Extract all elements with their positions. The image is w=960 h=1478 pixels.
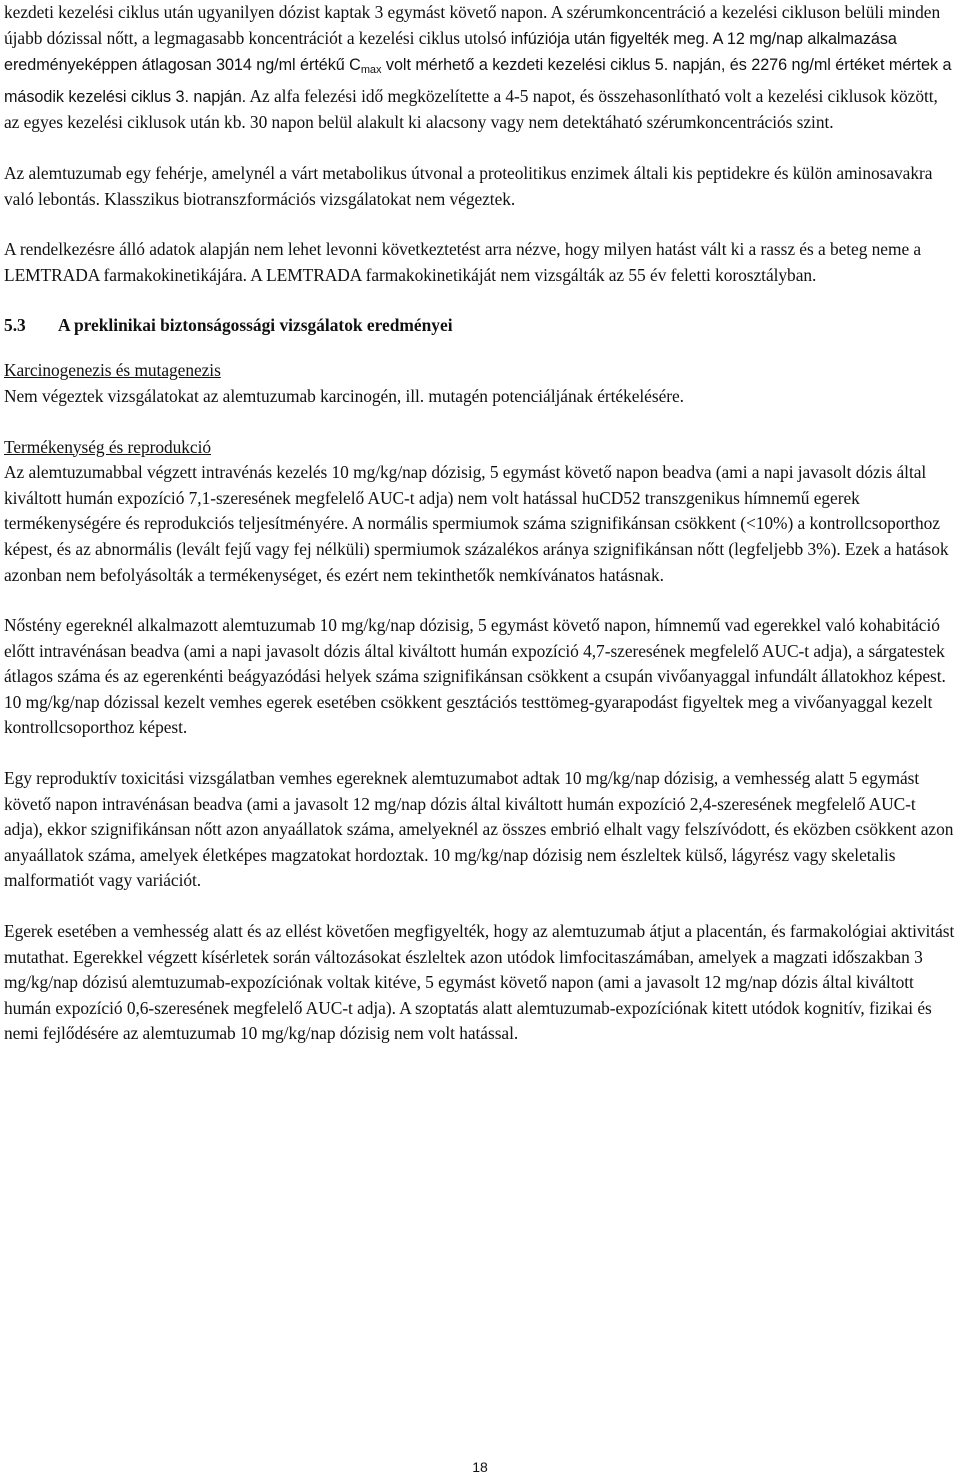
metabolism-paragraph: Az alemtuzumab egy fehérje, amelynél a várt metabolikus útvonal a proteolitikus enzimek általi kis peptidekre és külön aminosavakra való lebontás. Klasszikus biotranszformációs vizsgálatokat nem végeztek. [4,162,933,209]
placental-transfer-paragraph: Egerek esetében a vemhesség alatt és az ellést követően megfigyelték, hogy az alemtuzumab átjut a placentán, és farmakológiai aktivitást mutathat. Egerekkel végzett kísérletek során változásokat észleltek azon utódok limfocitaszámában, amelyek a magzati időszakban 3 mg/kg/nap dózisú alemtuzumab-expozíciónak voltak kitéve, 5 egymást követő napon (ami a javasolt 12 mg/nap dózis által kiváltott humán expozíció 0,6-szeresének megfelelő AUC-t adja). A szoptatás alatt alemtuzumab-expozíciónak kitett utódok kognitív, fizikai és nemi fejlődésére az alemtuzumab 10 mg/kg/nap dózisig nem volt hatással. [4,921,955,1044]
pk-text-2: infúziója után figyelték meg. A 12 mg/nap alkalmazása eredményeképpen átlagosan 3014 ng/ml értékű C [4,29,897,75]
pk-text-1: kezdeti kezelési ciklus után ugyanilyen dózist kaptak 3 egymást követő napon. A szérumkoncentráció a kezelési cikluson belüli minden újabb dózissal nőtt, a legmagasabb koncentrációt a kezelési ciklus utolsó [4,2,941,48]
section-title: A preklinikai biztonságossági vizsgálatok eredményei [58,315,453,336]
carcinogenesis-text: Nem végeztek vizsgálatokat az alemtuzumab karcinogén, ill. mutagén potenciáljának értékelésére. [4,385,684,406]
fertility-paragraph-males: Az alemtuzumabbal végzett intravénás kezelés 10 mg/kg/nap dózisig, 5 egymást követő napon beadva (ami a napi javasolt dózis által kiváltott humán expozíció 7,1-szeresének megfelelő AUC-t adja) nem volt hatással huCD52 transzgenikus hímnemű egerek termékenységére és reprodukciós teljesítményére. A normális spermiumok száma szignifikánsan csökkent (<10%) a kontrollcsoporthoz képest, és az abnormális (levált fejű vagy fej nélküli) spermiumok százalékos aránya szignifikánsan nőtt (legfeljebb 3%). Ezek a hatások azonban nem befolyásolták a termékenységet, és ezért nem tekinthetők nemkívánatos hatásnak. [4,462,949,585]
carcinogenesis-heading [4,358,956,384]
pk-text-3: volt mérhető a kezdeti kezelési ciklus 5. napján, és 2276 ng/ml értéket mértek a második kezelési ciklus 3. napján. [4,56,952,106]
document-page [4,0,956,1072]
fertility-heading [4,435,956,461]
page-number: 18 [472,1459,488,1475]
fertility-paragraph-females: Nőstény egereknél alkalmazott alemtuzumab 10 mg/kg/nap dózisig, 5 egymást követő napon, hímnemű vad egerekkel való kohabitáció előtt intravénásan beadva (ami a napi javasolt dózis által kiváltott humán expozíció 4,7-szeresének megfelelő AUC-t adja), a sárgatestek átlagos száma és az egerenkénti beágyazódási helyek száma szignifikánsan csökkent a csupán vivőanyaggal infundált állatokhoz képest. 10 mg/kg/nap dózissal kezelt vemhes egerek esetében csökkent gesztációs testtömeg-gyarapodást figyeltek meg a vivőanyaggal kezelt kontrollcsoporthoz képest. [4,615,946,738]
reproductive-toxicity-paragraph: Egy reproduktív toxicitási vizsgálatban vemhes egereknek alemtuzumabot adtak 10 mg/kg/nap dózisig, a vemhesség alatt 5 egymást követő napon intravénásan beadva (ami a javasolt 12 mg/nap dózis által kiváltott humán expozíció 2,4-szeresének megfelelő AUC-t adja), ekkor szignifikánsan nőtt azon anyaállatok száma, amelyeknél az összes embrió elhalt vagy felszívódott, és eközben csökkent azon anyaállatok száma, amelyek életképes magzatokat hordoztak. 10 mg/kg/nap dózisig nem észleltek külső, lágyrész vagy skeletalis malformatiót vagy variációt. [4,768,954,891]
pk-text-4: Az alfa felezési idő megközelítette a 4-5 napot, és összehasonlítható volt a kezelési ciklusok között, az egyes kezelési ciklusok után kb. 30 napon belül alakult ki alacsony vagy nem detektáható szérumkoncentrációs szint. [4,85,938,133]
special-populations-paragraph: A rendelkezésre álló adatok alapján nem lehet levonni következtetést arra nézve, hogy milyen hatást vált ki a rassz és a beteg neme a LEMTRADA farmakokinetikájára. A LEMTRADA farmakokinetikáját nem vizsgálták az 55 év feletti korosztályban. [4,239,922,285]
pharmacokinetics-paragraph [4,0,956,136]
section-number: 5.3 [4,315,26,336]
section-heading [4,313,956,338]
carcinogenesis-heading-text: Karcinogenezis és mutagenezis [4,360,221,381]
cmax-subscript: max [360,64,382,77]
fertility-heading-text: Termékenység és reprodukció [4,436,212,457]
